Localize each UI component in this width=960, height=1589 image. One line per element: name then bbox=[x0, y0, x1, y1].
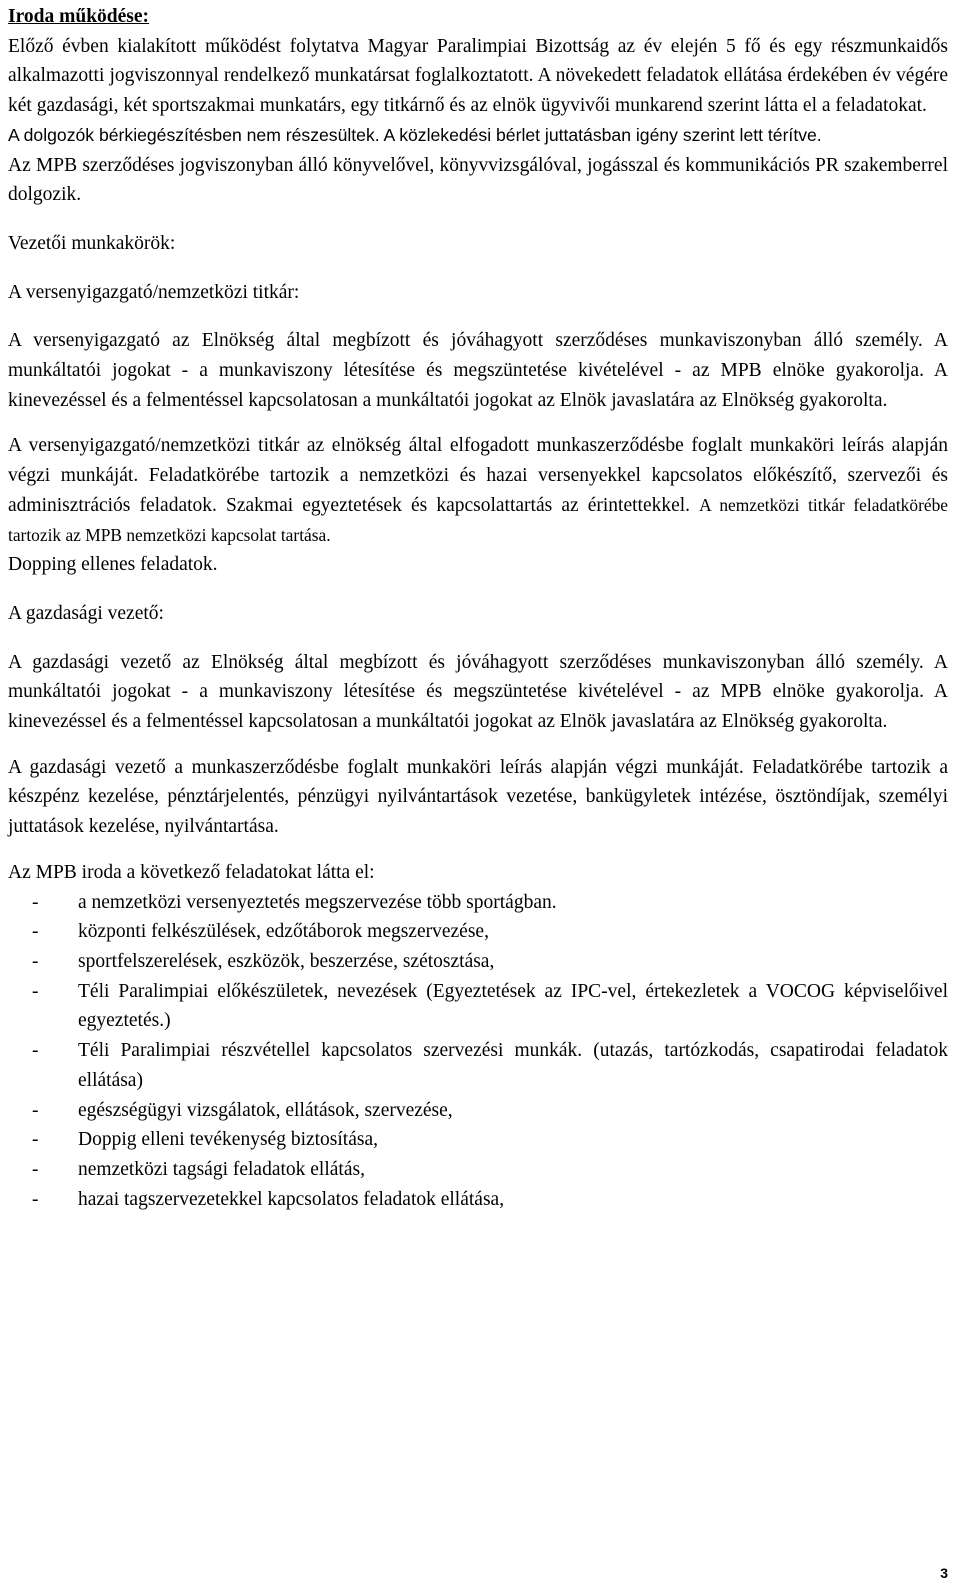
list-bullet: - bbox=[32, 950, 39, 972]
list-item-text: hazai tagszervezetekkel kapcsolatos feladatok ellátása, bbox=[78, 1188, 505, 1210]
list-item bbox=[8, 1125, 948, 1155]
finance-manager-paragraph-2: A gazdasági vezető a munkaszerződésbe foglalt munkaköri leírás alapján végzi munkáját. Feladatkörébe tartozik a készpénz kezelése, pénztárjelentés, pénzügyi nyilvántartások vezetése, bankügyletek intézése, ösztöndíjak, személyi juttatások kezelése, nyilvántartása. bbox=[8, 756, 948, 838]
list-bullet: - bbox=[32, 1040, 39, 1062]
list-item bbox=[8, 1096, 948, 1126]
intro-paragraph-3: Az MPB szerződéses jogviszonyban álló könyvelővel, könyvvizsgálóval, jogásszal és kommunikációs PR szakemberrel dolgozik. bbox=[8, 154, 948, 206]
leaders-heading: Vezetői munkakörök: bbox=[8, 232, 176, 254]
page-number: 3 bbox=[940, 1565, 948, 1581]
doping-tasks: Dopping ellenes feladatok. bbox=[8, 554, 218, 576]
international-secretary-duties: A nemzetközi titkár feladatkörébe tartozik az MPB nemzetközi kapcsolat tartása. bbox=[8, 494, 948, 545]
list-item-text: a nemzetközi versenyeztetés megszervezése több sportágban. bbox=[78, 891, 557, 913]
list-item bbox=[8, 1036, 948, 1095]
list-bullet: - bbox=[32, 1158, 39, 1180]
finance-manager-paragraph-1: A gazdasági vezető az Elnökség által megbízott és jóváhagyott szerződéses munkaviszonyban álló személy. A munkáltatói jogokat - a munkaviszony létesítése és megszüntetése kivételével - az MPB elnöke gyakorolja. A kinevezéssel és a felmentéssel kapcsolatosan a munkáltatói jogokat az Elnök javaslatára az Elnökség gyakorolta. bbox=[8, 651, 948, 733]
list-item-text: Doppig elleni tevékenység biztosítása, bbox=[78, 1129, 379, 1151]
section-heading: Iroda működése: bbox=[8, 6, 150, 27]
list-bullet: - bbox=[32, 1129, 39, 1151]
list-item-text: nemzetközi tagsági feladatok ellátás, bbox=[78, 1158, 365, 1180]
list-item-text: központi felkészülések, edzőtáborok megszervezése, bbox=[78, 921, 489, 943]
list-item bbox=[8, 947, 948, 977]
list-item-text: egészségügyi vizsgálatok, ellátások, szervezése, bbox=[78, 1099, 453, 1121]
list-item bbox=[8, 1155, 948, 1185]
competition-director-duties: A versenyigazgató/nemzetközi titkár az elnökség által elfogadott munkaszerződésbe foglalt munkaköri leírás alapján végzi munkáját. Feladatkörébe tartozik a nemzetközi és hazai versenyekkel kapcsolatos előkészítő, szervezői és adminisztrációs feladatok. Szakmai egyeztetések és kapcsolattartás az érintettekkel. bbox=[8, 435, 948, 516]
list-item-text: Téli Paralimpiai részvétellel kapcsolatos szervezési munkák. (utazás, tartózkodás, csapatirodai feladatok ellátása) bbox=[78, 1040, 948, 1091]
list-item-text: Téli Paralimpiai előkészületek, nevezések (Egyeztetések az IPC-vel, értekezletek a VOCOG képviselőivel egyeztetés.) bbox=[78, 980, 948, 1032]
intro-paragraph-2: A dolgozók bérkiegészítésben nem részesültek. A közlekedési bérlet juttatásban igény szerint lett térítve. bbox=[8, 124, 822, 145]
competition-director-paragraph-1: A versenyigazgató az Elnökség által megbízott és jóváhagyott szerződéses munkaviszonyban álló személy. A munkáltatói jogokat - a munkaviszony létesítése és megszüntetése kivételével - az MPB elnöke gyakorolja. A kinevezéssel és a felmentéssel kapcsolatosan a munkáltatói jogokat az Elnök javaslatára az Elnökség gyakorolta. bbox=[8, 330, 948, 411]
list-bullet: - bbox=[32, 891, 39, 913]
competition-director-heading: A versenyigazgató/nemzetközi titkár: bbox=[8, 281, 300, 303]
document-page bbox=[8, 2, 948, 1214]
list-bullet: - bbox=[32, 1188, 39, 1210]
list-bullet: - bbox=[32, 921, 39, 943]
office-tasks-intro: Az MPB iroda a következő feladatokat látta el: bbox=[8, 861, 375, 883]
finance-manager-heading: A gazdasági vezető: bbox=[8, 602, 164, 624]
list-item bbox=[8, 917, 948, 947]
office-tasks-list bbox=[8, 888, 948, 1215]
list-item bbox=[8, 888, 948, 918]
list-item-text: sportfelszerelések, eszközök, beszerzése, szétosztása, bbox=[78, 950, 495, 972]
list-item bbox=[8, 1185, 948, 1215]
list-bullet: - bbox=[32, 980, 39, 1002]
list-item bbox=[8, 977, 948, 1036]
list-bullet: - bbox=[32, 1099, 39, 1121]
intro-paragraph-1: Előző évben kialakított működést folytatva Magyar Paralimpiai Bizottság az év elején 5 fő és egy részmunkaidős alkalmazotti jogviszonnyal rendelkező munkatársat foglalkoztatott. A növekedett feladatok ellátása érdekében év végére két gazdasági, két sportszakmai munkatárs, egy titkárnő és az elnök ügyvivői munkarend szerint látta el a feladatokat. bbox=[8, 35, 948, 117]
competition-director-paragraph-2 bbox=[8, 431, 948, 550]
